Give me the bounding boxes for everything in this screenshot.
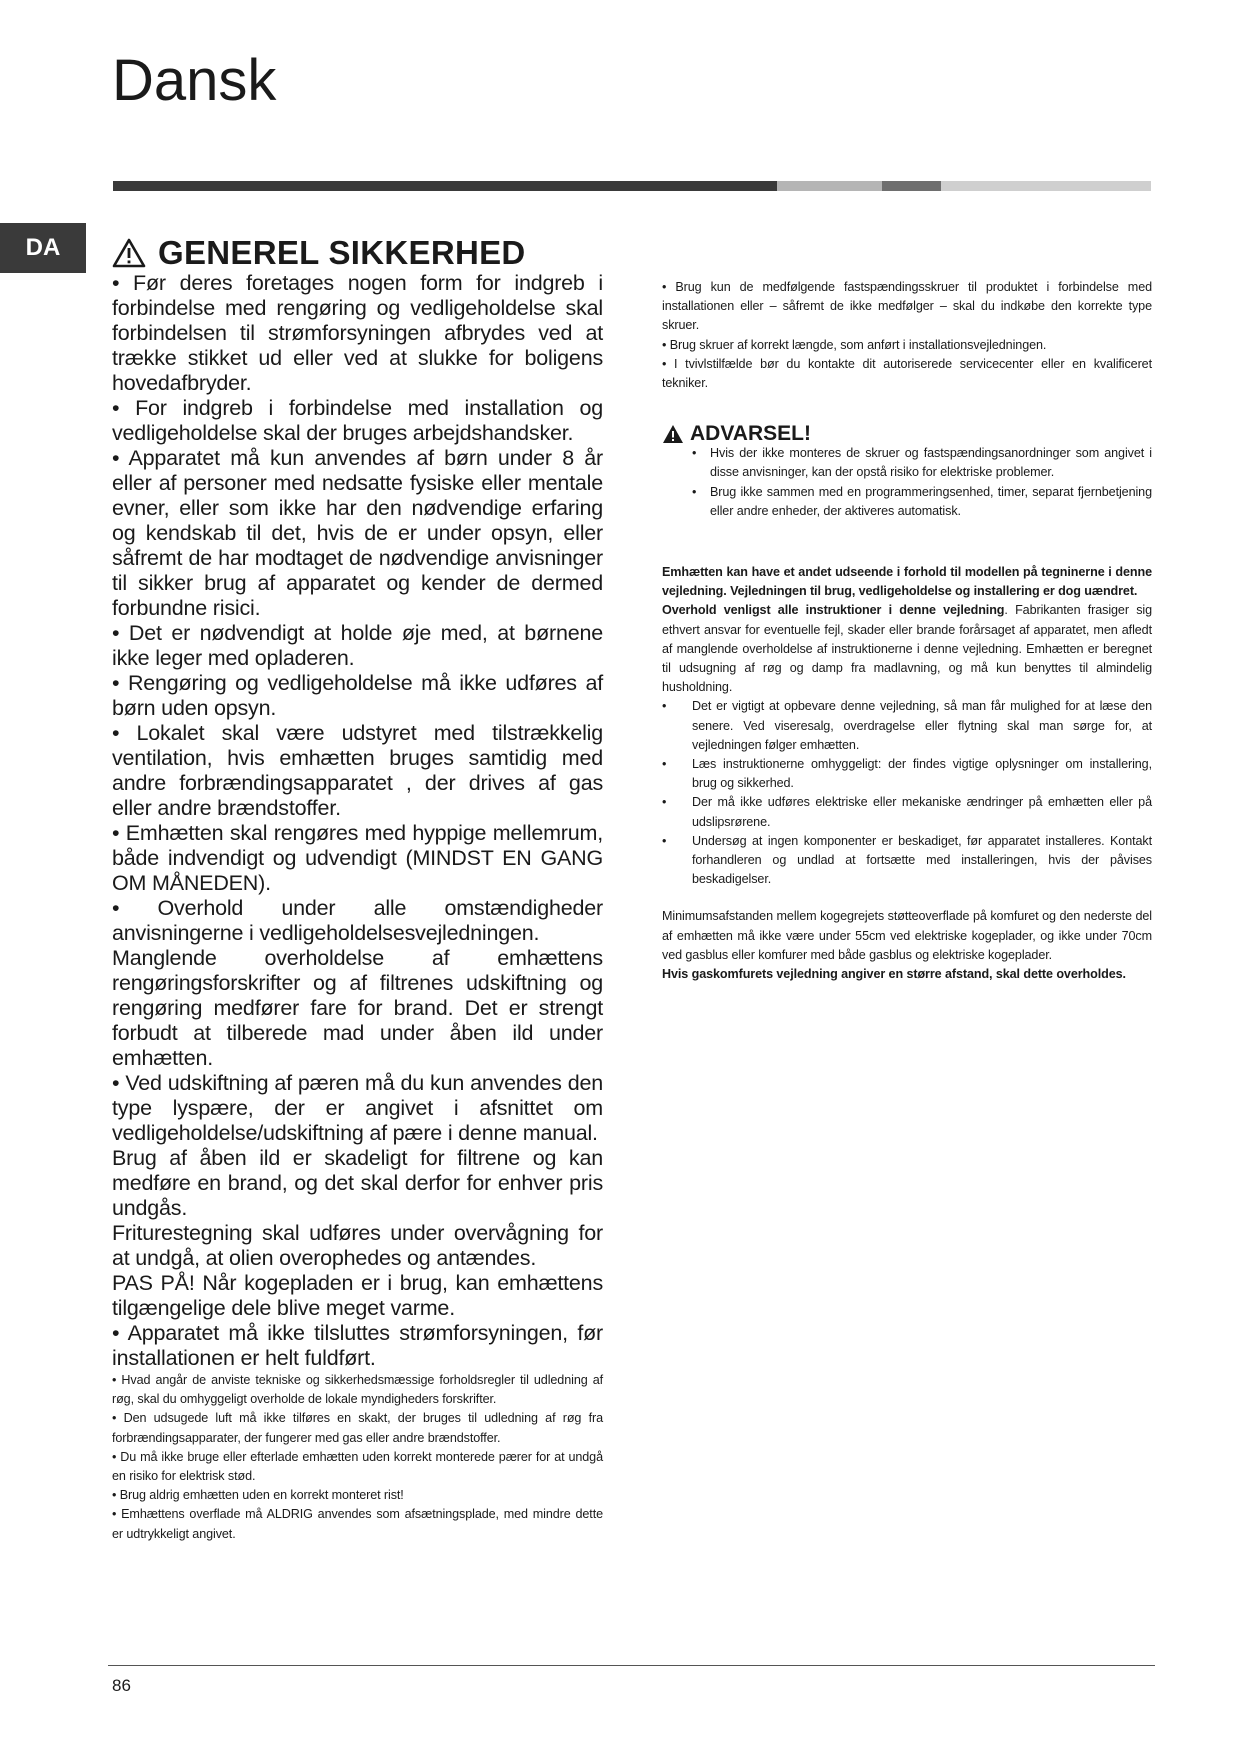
installation-note: • I tvivlstilfælde bør du kontakte dit autoriserede servicecenter eller en kvalificeret tekniker. [662,356,1152,391]
safety-paragraph: • Rengøring og vedligeholdelse må ikke udføres af børn uden opsyn. [112,671,603,720]
header-bar-light [777,181,882,191]
safety-paragraph: Manglende overholdelse af emhættens rengøringsforskrifter og af filtrenes udskiftning og rengøring medfører fare for brand. Det er strengt forbudt at tilberede mad under åben ild under emhætten. [112,946,603,1070]
language-tab: DA [0,223,86,273]
distance-paragraph: Minimumsafstanden mellem kogegrejets støtteoverflade på komfuret og den nederste del af emhætten må ikke være under 55cm ved elektriske kogeplader, og ikke under 70cm ved gasblus eller komfurer med både gasblus og elektriske kogeplader. [662,909,1152,962]
safety-paragraph: • For indgreb i forbindelse med installation og vedligeholdelse skal der bruges arbejdshandsker. [112,396,603,445]
instruction-item: • Undersøg at ingen komponenter er beskadiget, før apparatet installeres. Kontakt forhandleren og undlad at fortsætte med installeringen, hvis der påvises beskadigelser. [662,832,1152,890]
instructions-lead: Overhold venligst alle instruktioner i denne vejledning [662,603,1005,618]
instruction-item: • Læs instruktionerne omhyggeligt: der findes vigtige oplysninger om installering, brug og sikkerhed. [662,755,1152,793]
header-bar-mid [882,181,941,191]
warning-list [692,444,1152,521]
safety-note: • Du må ikke bruge eller efterlade emhætten uden korrekt monterede pærer for at undgå en risiko for elektrisk stød. [112,1449,603,1484]
appearance-note: Emhætten kan have et andet udseende i forhold til modellen på tegninerne i denne vejledning. Vejledningen til brug, vedligeholdelse og installering er dog uændret. [662,565,1152,599]
installation-note: • Brug kun de medfølgende fastspændingsskruer til produktet i forbindelse med installationen eller – såfremt de ikke medfølger – skal du indkøbe den korrekte type skruer. [662,280,1152,333]
instruction-item: • Det er vigtigt at opbevare denne vejledning, så man får mulighed for at læse den senere. Ved viseresalg, overdragelse eller flytning skal man sørge for, at vejledningen følger emhætten. [662,697,1152,755]
header-bar-dark [113,181,777,191]
safety-paragraph: • Ved udskiftning af pæren må du kun anvendes den type lyspære, der er angivet i afsnittet om vedligeholdelse/udskiftning af pære i denne manual. [112,1071,603,1145]
safety-paragraph: • Før deres foretages nogen form for indgreb i forbindelse med rengøring og vedligeholdelse skal forbindelsen til strømforsyningen afbrydes ved at trække stikket ud eller ved at slukke for boligens hovedafbryder. [112,271,603,395]
page-title: Dansk [112,48,277,113]
safety-paragraph: • Det er nødvendigt at holde øje med, at børnene ikke leger med opladeren. [112,621,603,670]
instructions-rest: . Fabrikanten frasiger sig ethvert ansvar for eventuelle fejl, skader eller brande forårsaget af apparatet, men afledt af manglende overholdelse af instruktionerne i denne vejledning. Emhætten er beregnet til udsugning af røg og damp fra madlavning, og må kun benyttes til almindelig husholdning. [662,603,1152,695]
section-header [112,236,603,269]
safety-note: • Hvad angår de anviste tekniske og sikkerhedsmæssige forholdsregler til udledning af røg, skal du omhyggeligt overholde de lokale myndigheders forskrifter. [112,1373,603,1407]
safety-note: • Emhættens overflade må ALDRIG anvendes som afsætningsplade, med mindre dette er udtrykkeligt angivet. [112,1507,603,1541]
footer-rule [108,1665,1155,1666]
safety-paragraph: Friturestegning skal udføres under overvågning for at undgå, at olien overophedes og antændes. [112,1221,603,1270]
left-column [112,236,603,1544]
safety-paragraph: • Overhold under alle omstændigheder anvisningerne i vedligeholdelsesvejledningen. [112,896,603,945]
safety-paragraph: • Emhætten skal rengøres med hyppige mellemrum, både indvendigt og udvendigt (MINDST EN GANG OM MÅNEDEN). [112,821,603,895]
safety-paragraph: • Lokalet skal være udstyret med tilstrækkelig ventilation, hvis emhætten bruges samtidig med andre forbrændingsapparatet , der drives af gas eller andre brændstoffer. [112,721,603,820]
warning-title: ADVARSEL! [690,422,811,446]
instruction-list [662,697,1152,889]
header-bar-pale [941,181,1151,191]
page-number: 86 [112,1676,131,1695]
instruction-item: • Der må ikke udføres elektriske eller mekaniske ændringer på emhætten eller på udslipsrørene. [662,793,1152,831]
warning-item: • Hvis der ikke monteres de skruer og fastspændingsanordninger som angivet i disse anvisninger, kan der opstå risiko for elektriske problemer. [692,444,1152,482]
installation-note: • Brug skruer af korrekt længde, som anført i installationsvejledningen. [662,337,1047,352]
safety-paragraph: • Apparatet må ikke tilsluttes strømforsyningen, før installationen er helt fuldført. [112,1321,603,1370]
safety-note: • Brug aldrig emhætten uden en korrekt monteret rist! [112,1488,404,1503]
safety-note: • Den udsugede luft må ikke tilføres en skakt, der bruges til udledning af røg fra forbrændingsapparater, der fungerer med gas eller andre brændstoffer. [112,1411,603,1445]
safety-paragraph: Brug af åben ild er skadeligt for filtrene og kan medføre en brand, og det skal derfor for enhver pris undgås. [112,1146,603,1220]
warning-header [662,423,1152,444]
distance-note: Hvis gaskomfurets vejledning angiver en større afstand, skal dette overholdes. [662,967,1126,982]
instructions-paragraph [662,601,1152,697]
warning-triangle-icon [112,238,146,268]
safety-paragraph: • Apparatet må kun anvendes af børn under 8 år eller af personer med nedsatte fysiske eller mentale evner, eller som ikke har den nødvendige erfaring og kendskab til det, hvis de er under opsyn, eller såfremt de har modtaget de nødvendige anvisninger til sikker brug af apparatet og kender de dermed forbundne risici. [112,446,603,620]
right-column [662,278,1152,984]
safety-paragraph: PAS PÅ! Når kogepladen er i brug, kan emhættens tilgængelige dele blive meget varme. [112,1271,603,1320]
warning-item: • Brug ikke sammen med en programmeringsenhed, timer, separat fjernbetjening eller andre enheder, der aktiveres automatisk. [692,483,1152,521]
warning-filled-icon [662,424,684,444]
section-title: GENEREL SIKKERHED [158,234,526,271]
